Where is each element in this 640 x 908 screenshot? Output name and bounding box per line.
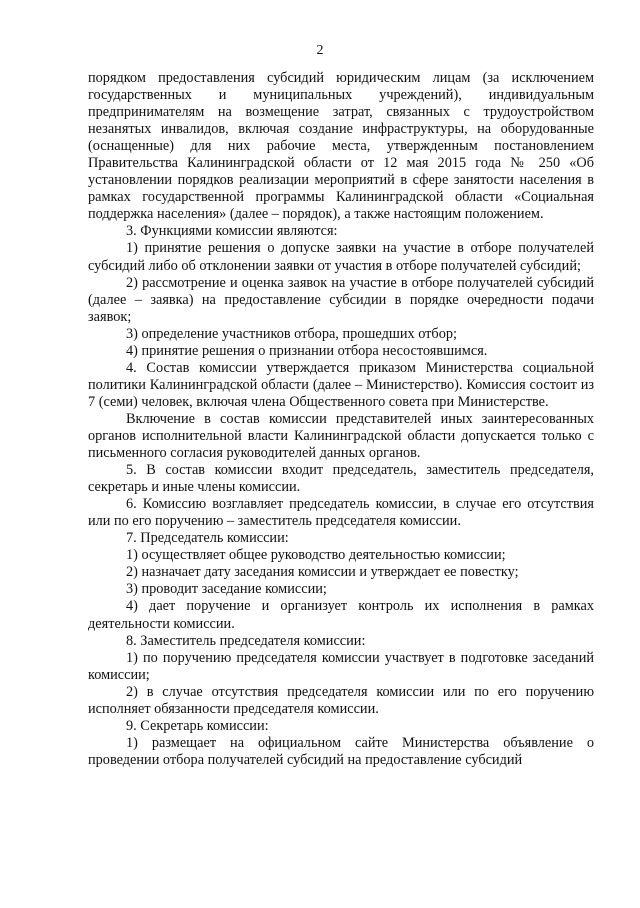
clause-7-item-2: 2) назначает дату заседания комиссии и утверждает ее повестку; (126, 564, 519, 581)
clause-8-item-2: 2) в случае отсутствия председателя комиссии или по его поручению исполняет обязанности председателя комиссии. (88, 683, 594, 717)
clause-8-item-1: 1) по поручению председателя комиссии участвует в подготовке заседаний комиссии; (88, 649, 594, 683)
clause-4-paragraph-2: Включение в состав комиссии представителей иных заинтересованных органов исполнительной власти Калининградской области допускается только с письменного согласия руководителей данных органов. (88, 410, 594, 462)
clause-7-heading: 7. Председатель комиссии: (126, 530, 289, 547)
clause-5: 5. В состав комиссии входит председатель, заместитель председателя, секретарь и иные члены комиссии. (88, 462, 594, 496)
clause-3-item-4: 4) принятие решения о признании отбора несостоявшимся. (126, 342, 488, 359)
clause-9-heading: 9. Секретарь комиссии: (126, 717, 269, 734)
clause-3-item-1: 1) принятие решения о допуске заявки на участие в отборе получателей субсидий либо об отклонении заявки от участия в отборе получателей субсидий; (88, 240, 594, 274)
clause-3-item-3: 3) определение участников отбора, прошедших отбор; (126, 325, 457, 342)
document-body (88, 70, 594, 769)
clause-7-item-1: 1) осуществляет общее руководство деятельностью комиссии; (126, 547, 506, 564)
clause-3-item-2: 2) рассмотрение и оценка заявок на участие в отборе получателей субсидий (далее – заявка) на предоставление субсидии в порядке очередности подачи заявок; (88, 274, 594, 325)
clause-7-item-3: 3) проводит заседание комиссии; (126, 581, 327, 598)
clause-6: 6. Комиссию возглавляет председатель комиссии, в случае его отсутствия или по его поручению – заместитель председателя комиссии. (88, 496, 594, 530)
clause-3-heading: 3. Функциями комиссии являются: (126, 223, 338, 240)
paragraph-continuation: порядком предоставления субсидий юридическим лицам (за исключением государственных и муниципальных учреждений), индивидуальным предпринимателям на возмещение затрат, связанных с трудоустройством незанятых инвалидов, включая создание инфраструктуры, на оборудованные (оснащенные) для них рабочие места, утвержденным постановлением Правительства Калининградской области от 12 мая 2015 года № 250 «Об установлении порядков реализации мероприятий в сфере занятости населения в рамках государственной программы Калининградской области «Социальная поддержка населения» (далее – порядок), а также настоящим положением. (88, 70, 594, 223)
clause-4: 4. Состав комиссии утверждается приказом Министерства социальной политики Калининградской области (далее – Министерство). Комиссия состоит из 7 (семи) человек, включая члена Общественного совета при Министерстве. (88, 359, 594, 410)
page-number: 2 (316, 43, 324, 58)
clause-8-heading: 8. Заместитель председателя комиссии: (126, 632, 366, 649)
clause-7-item-4: 4) дает поручение и организует контроль их исполнения в рамках деятельности комиссии. (88, 598, 594, 632)
clause-9-item-1: 1) размещает на официальном сайте Министерства объявление о проведении отбора получателей субсидий на предоставление субсидий (88, 734, 594, 768)
